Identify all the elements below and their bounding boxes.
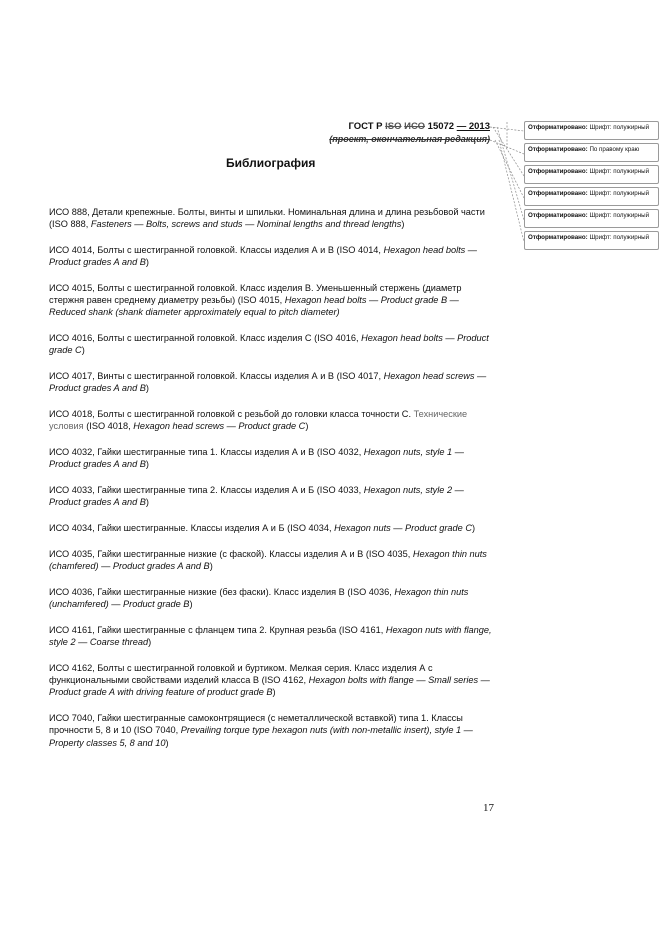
ref-ru-text: ИСО 4032, Гайки шестигранные типа 1. Классы изделия А и В (ISO 4032, [49, 447, 364, 458]
ref-tail: ) [145, 497, 149, 508]
ref-en-title: Prevailing torque type hexagon nuts (with non-metallic insert), style 1 — Property classes 5, 8 and 10 [49, 725, 473, 748]
reference-item [49, 446, 495, 470]
standard-designation [300, 121, 490, 133]
ref-en-title: Hexagon nuts with flange, style 2 — Coarse thread [49, 625, 492, 648]
reference-list [49, 206, 495, 762]
reference-item [49, 624, 495, 648]
ref-tail: ) [145, 459, 149, 470]
ref-ru-text: ИСО 7040, Гайки шестигранные самоконтрящиеся (с неметаллической вставкой) типа 1. Классы прочности 5, 8 и 10 (ISO 7040, [49, 713, 463, 736]
reference-item [49, 408, 495, 432]
comment-text: Шрифт: полужирный [587, 124, 650, 131]
format-comment-balloon[interactable] [524, 121, 659, 140]
ref-gray-text: Технические условия [49, 409, 468, 432]
ref-en-title: Hexagon thin nuts (chamfered) — Product grades A and B [49, 549, 487, 572]
reference-item [49, 522, 495, 534]
ref-tail: ) [145, 383, 149, 394]
inserted-year-text: — 2013 [456, 121, 490, 132]
ref-en-title: Hexagon nuts, style 1 — Product grades A and B [49, 447, 464, 470]
ref-ru-text: ИСО 4161, Гайки шестигранные с фланцем типа 2. Крупная резьба (ISO 4161, [49, 625, 386, 635]
ref-en-title: Hexagon head bolts — Product grade C [49, 333, 489, 356]
ref-ru-text: ИСО 4016, Болты с шестигранной головкой. Класс изделия С (ISO 4016, [49, 333, 362, 344]
ref-en-title: Hexagon head bolts — Product grades A and B [49, 245, 477, 268]
deleted-iso-text: ISO [385, 121, 402, 132]
ref-ru-text: ИСО 4014, Болты с шестигранной головкой. Классы изделия А и В (ISO 4014, [49, 245, 384, 255]
ref-tail: ) [145, 257, 149, 268]
comment-label: Отформатировано: [528, 190, 588, 197]
ref-en-title: Hexagon bolts with flange — Small series — Product grade A with driving feature of product grade B [49, 675, 490, 698]
document-header [300, 121, 490, 145]
reference-item [49, 332, 495, 356]
ref-ru-text: ИСО 4018, Болты с шестигранной головкой с резьбой до головки класса точности С. [49, 409, 414, 420]
format-comment-balloon[interactable] [524, 231, 659, 250]
comment-text: По правому краю [587, 146, 640, 153]
ref-tail: ) [471, 523, 476, 534]
ref-tail: ) [81, 345, 85, 356]
format-comment-balloon[interactable] [524, 187, 659, 206]
bibliography-title: Библиография [226, 156, 316, 170]
reference-item [49, 548, 495, 572]
reference-item [49, 244, 495, 268]
page-number: 17 [483, 802, 494, 814]
reference-item [49, 586, 495, 610]
format-comment-balloon[interactable] [524, 143, 659, 162]
format-comment-balloon[interactable] [524, 165, 659, 184]
comment-text: Шрифт: полужирный [587, 168, 650, 175]
draft-status-subtitle: (проект, окончательная редакция) [329, 134, 490, 144]
ref-tail: ) [165, 737, 169, 748]
header-prefix: ГОСТ Р [348, 121, 386, 132]
ref-tail: ) [272, 687, 276, 698]
ref-ru-text: ИСО 4034, Гайки шестигранные. Классы изделия А и Б (ISO 4034, [49, 523, 335, 534]
ref-en-title: Hexagon nuts — Product grade C [334, 523, 472, 534]
ref-tail: ) [148, 637, 152, 648]
reference-item [49, 282, 495, 319]
comment-label: Отформатировано: [528, 212, 588, 219]
ref-tail: ) [305, 421, 309, 432]
standard-number: 15072 [425, 121, 457, 132]
ref-ru-text: ИСО 4017, Винты с шестигранной головкой. Классы изделия А и В (ISO 4017, [49, 371, 384, 382]
reference-item [49, 712, 495, 749]
reference-item [49, 484, 495, 508]
ref-tail: ) [209, 561, 213, 572]
ref-ru-text: ИСО 4036, Гайки шестигранные низкие (без фаски). Класс изделия В (ISO 4036, [49, 587, 395, 597]
format-comment-balloon[interactable] [524, 209, 659, 228]
reference-item [49, 370, 495, 394]
comment-text: Шрифт: полужирный [587, 212, 650, 219]
ref-ru-text: ИСО 4033, Гайки шестигранные типа 2. Классы изделия А и Б (ISO 4033, [49, 485, 364, 496]
comment-text: Шрифт: полужирный [587, 234, 650, 241]
ref-tail: ) [401, 219, 405, 230]
ref-en-title: Hexagon thin nuts (unchamfered) — Product grade B [49, 587, 469, 610]
deleted-iso-ru-text: ИСО [404, 121, 426, 132]
revision-comments-pane [524, 121, 659, 253]
ref-ru-text: ИСО 4035, Гайки шестигранные низкие (с фаской). Классы изделия А и В (ISO 4035, [49, 549, 413, 559]
ref-ru-text: ИСО 888, Детали крепежные. Болты, винты и шпильки. Номинальная длина и длина резьбовой части (ISO 888, [49, 207, 485, 230]
ref-ru-text-2: (ISO 4018, [83, 421, 134, 432]
reference-item [49, 662, 495, 699]
comment-label: Отформатировано: [528, 146, 588, 153]
comment-label: Отформатировано: [528, 168, 588, 175]
reference-item [49, 206, 495, 230]
ref-en-title: Fasteners — Bolts, screws and studs — Nominal lengths and thread lengths [90, 219, 402, 230]
comment-text: Шрифт: полужирный [587, 190, 650, 197]
ref-en-title: Hexagon head bolts — Product grade B — Reduced shank (shank diameter approximately equal to pitch diameter) [49, 295, 459, 318]
comment-label: Отформатировано: [528, 234, 588, 241]
ref-ru-text: ИСО 4015, Болты с шестигранной головкой. Класс изделия В. Уменьшенный стержень (диаметр стержня равен среднему диаметру резьбы) (ISO 4015, [49, 283, 462, 306]
ref-en-title: Hexagon nuts, style 2 — Product grades A and B [49, 485, 464, 508]
ref-tail: ) [189, 599, 193, 610]
ref-en-title: Hexagon head screws — Product grade C [133, 421, 306, 432]
comment-label: Отформатировано: [528, 124, 588, 131]
ref-ru-text: ИСО 4162, Болты с шестигранной головкой и буртиком. Мелкая серия. Класс изделия А с функциональными свойствами изделий класса В (ISO 4162, [49, 663, 433, 686]
ref-en-title: Hexagon head screws — Product grades A and B [49, 371, 487, 394]
